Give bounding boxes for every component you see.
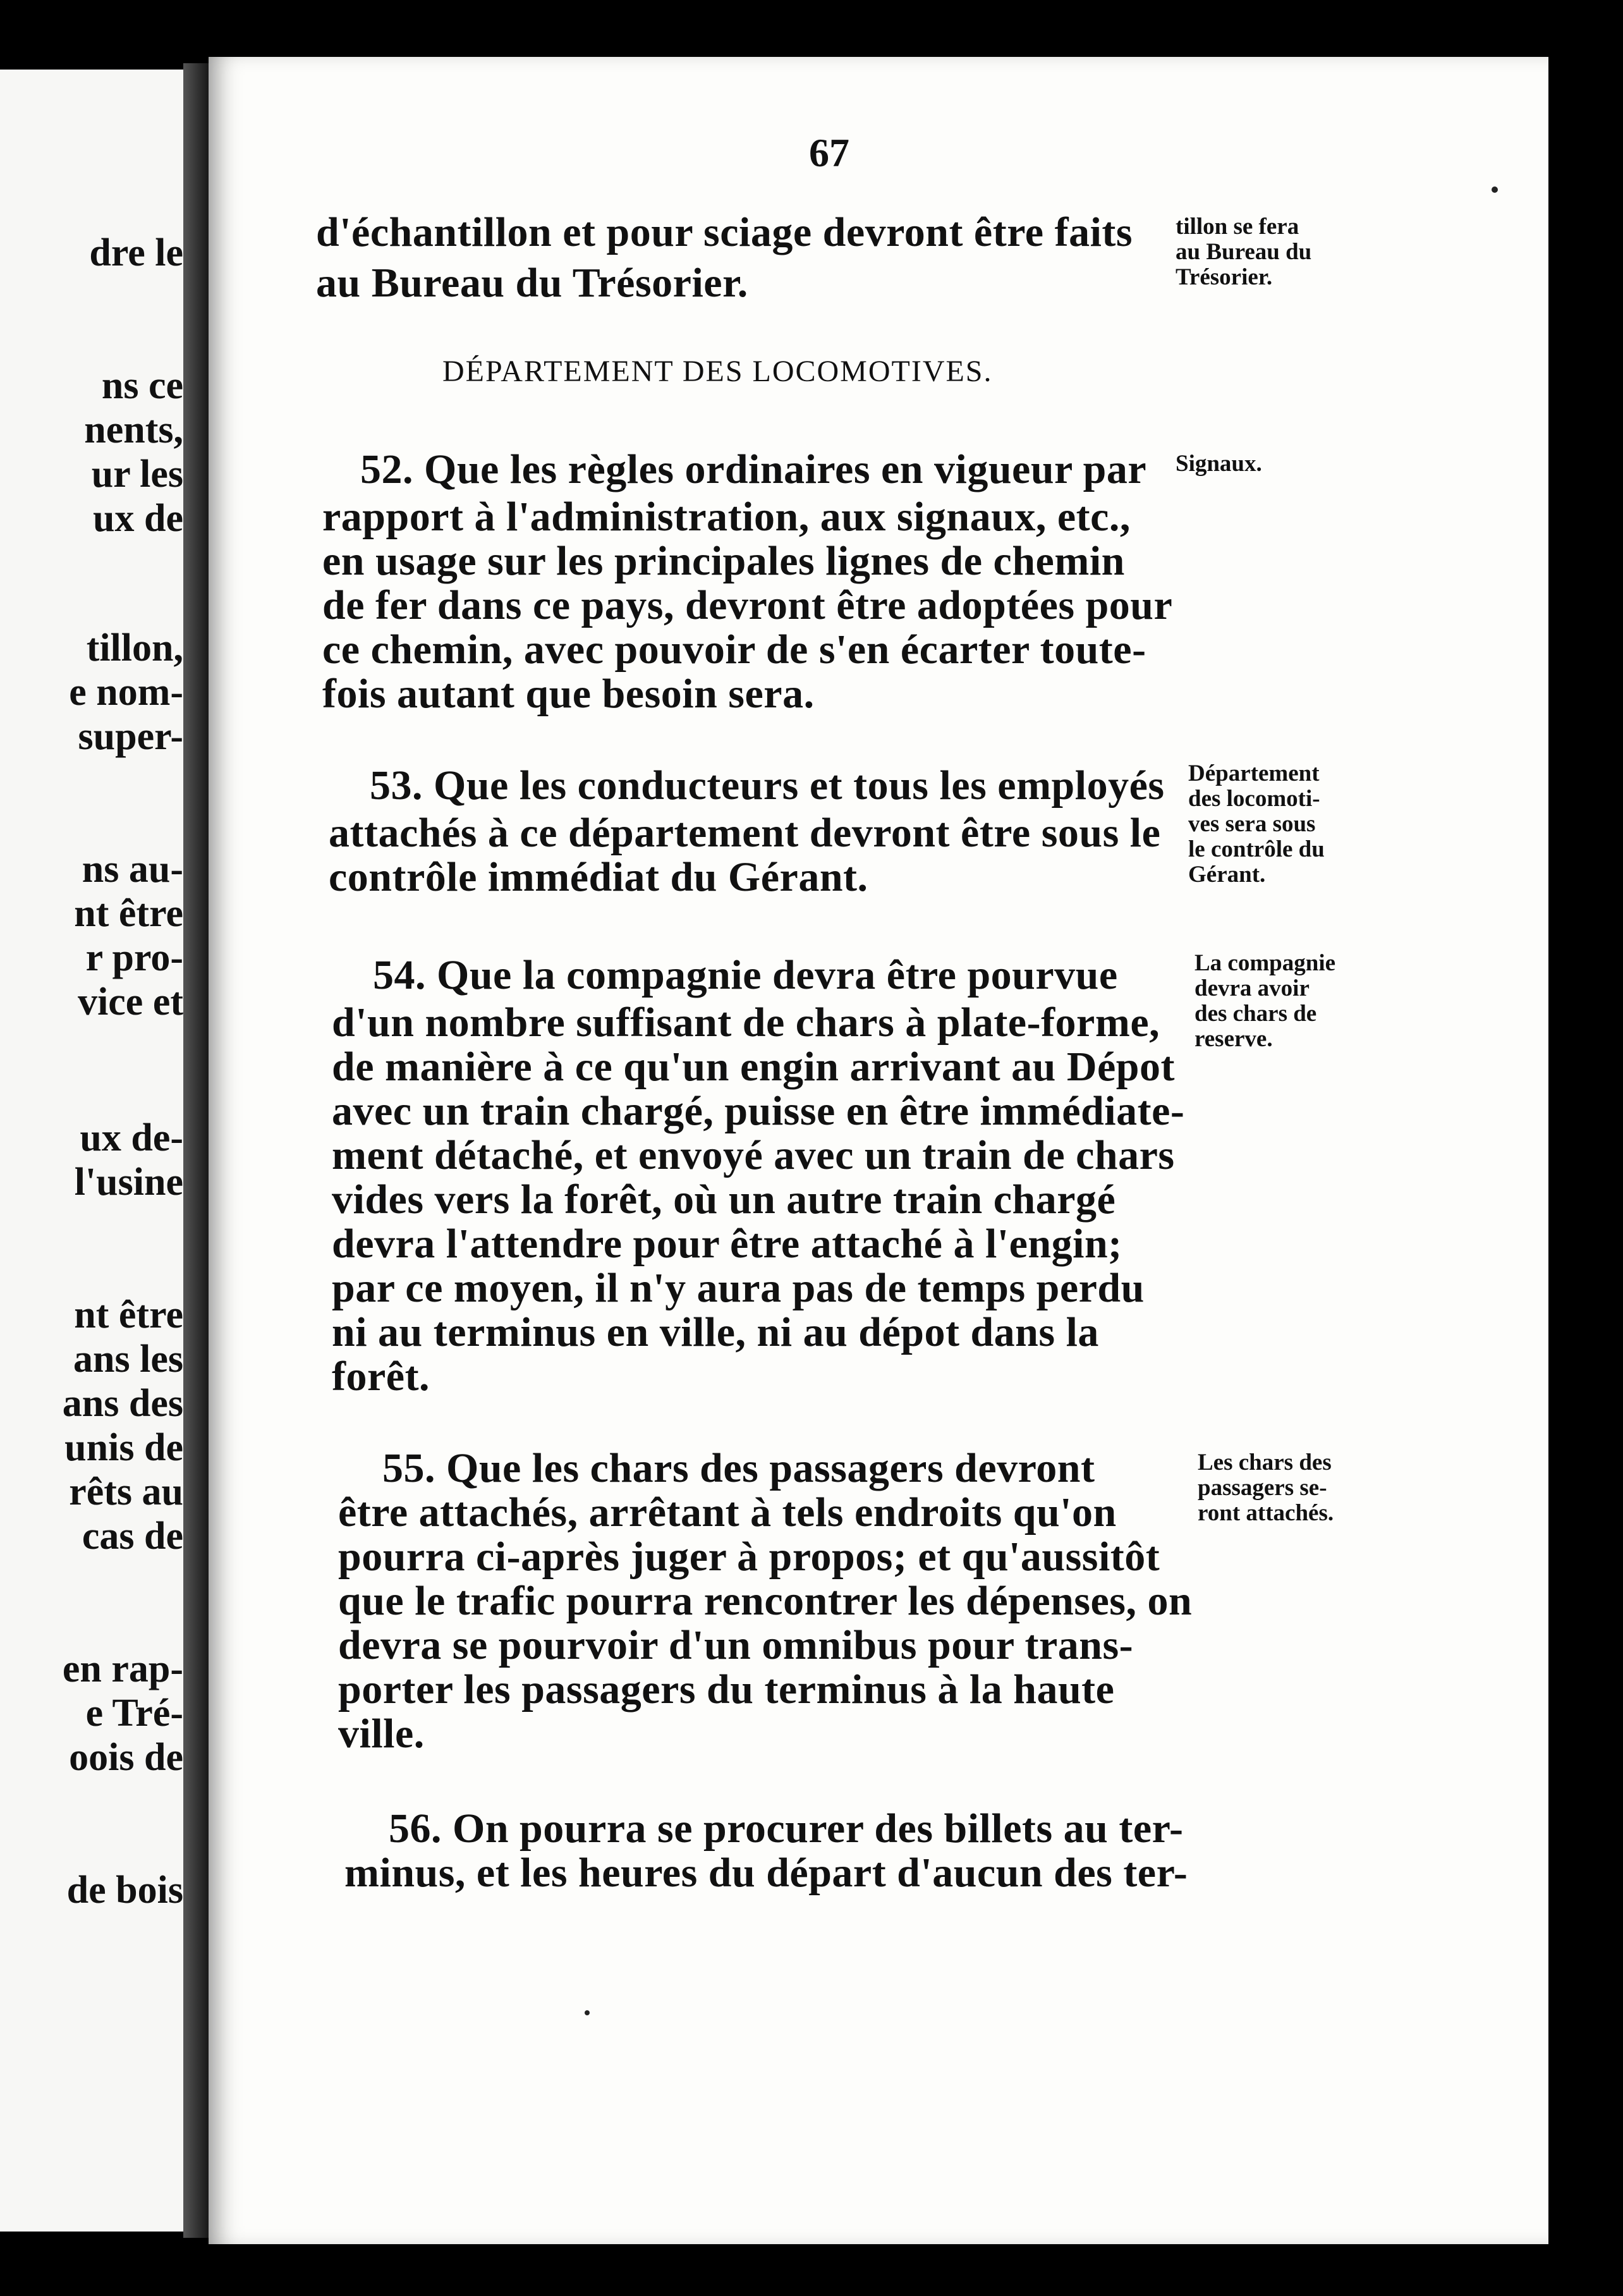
article-line: 53. Que les conducteurs et tous les employés [370,762,1165,809]
article-line: ce chemin, avec pouvoir de s'en écarter toute- [322,626,1146,673]
article-line: 55. Que les chars des passagers devront [382,1445,1095,1491]
margin-note-line: devra avoir [1194,975,1310,1001]
facing-page-line: de bois [66,1869,183,1912]
article-line: attachés à ce département devront être sous le [329,810,1161,856]
margin-note-line: au Bureau du [1176,239,1312,265]
margin-note-line: La compagnie [1194,950,1336,976]
facing-page-line: ans les [73,1338,183,1381]
facing-page [0,70,202,2232]
facing-page-line: ux de [93,497,183,540]
article-line: avec un train chargé, puisse en être immédiate- [332,1088,1185,1134]
facing-page-line: super- [78,715,183,758]
facing-page-line: unis de [64,1426,183,1469]
article-line: pourra ci-après juger à propos; et qu'aussitôt [338,1534,1160,1580]
margin-note-line: ront attachés. [1198,1500,1334,1526]
article-line: minus, et les heures du départ d'aucun des ter- [344,1850,1188,1896]
margin-note-line: tillon se fera [1176,214,1299,240]
facing-page-line: nt être [74,1293,183,1336]
article-line: devra l'attendre pour être attaché à l'engin; [332,1221,1122,1267]
article-line: d'un nombre suffisant de chars à plate-forme, [332,999,1160,1046]
page-number: 67 [809,130,849,175]
article-line: de manière à ce qu'un engin arrivant au Dépot [332,1044,1175,1090]
margin-note-line: des locomoti- [1188,786,1320,812]
facing-page-line: ux de- [80,1116,183,1159]
facing-page-line: nents, [84,408,183,451]
article-line: 56. On pourra se procurer des billets au ter- [389,1805,1184,1852]
article-line: rapport à l'administration, aux signaux, etc., [322,494,1131,540]
margin-note-line: des chars de [1194,1001,1317,1027]
article-line: de fer dans ce pays, devront être adoptées pour [322,582,1173,628]
article-line: devra se pourvoir d'un omnibus pour trans- [338,1622,1134,1668]
margin-note-line: Trésorier. [1176,264,1273,290]
facing-page-line: en rap- [62,1647,183,1690]
text-line: au Bureau du Trésorier. [316,260,748,306]
facing-page-line: ans des [62,1382,183,1425]
article-line: être attachés, arrêtant à tels endroits qu'on [338,1489,1117,1536]
facing-page-line: r pro- [85,936,183,979]
margin-note-line: ves sera sous [1188,811,1316,837]
article-line: par ce moyen, il n'y aura pas de temps perdu [332,1265,1145,1311]
section-heading: DÉPARTEMENT DES LOCOMOTIVES. [442,355,993,388]
facing-page-line: dre le [89,231,183,274]
facing-page-line: cas de [82,1515,183,1558]
margin-note-line: Gérant. [1188,862,1266,888]
article-line: contrôle immédiat du Gérant. [329,854,868,900]
facing-page-line: tillon, [86,626,183,669]
article-line: forêt. [332,1353,430,1400]
facing-page-line: vice et [78,980,183,1023]
facing-page-line: l'usine [74,1161,183,1204]
article-line: ment détaché, et envoyé avec un train de chars [332,1132,1175,1178]
facing-page-line: e nom- [69,671,183,714]
facing-page-line: oois de [69,1736,183,1779]
facing-page-line: e Tré- [85,1692,183,1735]
article-line: fois autant que besoin sera. [322,671,815,717]
margin-note-line: reserve. [1194,1026,1273,1052]
facing-page-line: nt être [74,892,183,935]
article-line: vides vers la forêt, où un autre train chargé [332,1176,1116,1223]
text-line: d'échantillon et pour sciage devront être faits [316,209,1133,255]
facing-page-line: ur les [91,453,183,496]
article-line: 52. Que les règles ordinaires en vigueur par [360,446,1147,492]
margin-note-line: Les chars des [1198,1450,1332,1475]
margin-note-line: Département [1188,760,1320,786]
article-line: que le trafic pourra rencontrer les dépenses, on [338,1578,1193,1624]
facing-page-line: ns ce [101,364,183,407]
article-line: ville. [338,1711,425,1757]
article-line: 54. Que la compagnie devra être pourvue [373,952,1118,998]
article-line: porter les passagers du terminus à la haute [338,1666,1115,1713]
article-line: ni au terminus en ville, ni au dépot dans la [332,1309,1099,1355]
margin-note-line: Signaux. [1176,451,1262,477]
margin-note-line: le contrôle du [1188,836,1325,862]
facing-page-line: rêts au [69,1470,183,1513]
article-line: en usage sur les principales lignes de chemin [322,538,1125,584]
margin-note-line: passagers se- [1198,1475,1327,1501]
facing-page-line: ns au- [82,848,183,891]
